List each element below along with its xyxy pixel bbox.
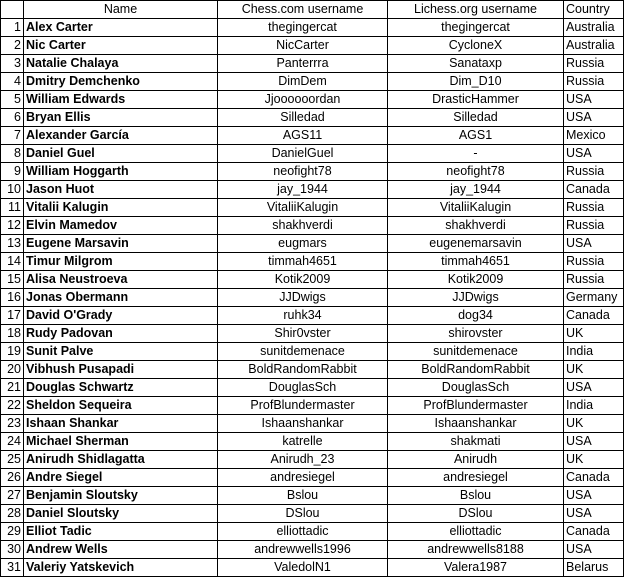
chess-username: elliottadic bbox=[218, 523, 388, 541]
row-number: 18 bbox=[1, 325, 24, 343]
row-number: 9 bbox=[1, 163, 24, 181]
table-row bbox=[1, 55, 624, 73]
country: Germany bbox=[564, 289, 624, 307]
table-row bbox=[1, 217, 624, 235]
country: Canada bbox=[564, 469, 624, 487]
row-number: 5 bbox=[1, 91, 24, 109]
lichess-username: Anirudh bbox=[388, 451, 564, 469]
lichess-username: sunitdemenace bbox=[388, 343, 564, 361]
row-number: 23 bbox=[1, 415, 24, 433]
row-number: 13 bbox=[1, 235, 24, 253]
country: Australia bbox=[564, 19, 624, 37]
chess-username: timmah4651 bbox=[218, 253, 388, 271]
player-name: Sheldon Sequeira bbox=[24, 397, 218, 415]
lichess-username: CycloneX bbox=[388, 37, 564, 55]
table-row bbox=[1, 91, 624, 109]
country: USA bbox=[564, 379, 624, 397]
country: India bbox=[564, 397, 624, 415]
player-name: Daniel Guel bbox=[24, 145, 218, 163]
chess-username: Panterrra bbox=[218, 55, 388, 73]
row-number: 4 bbox=[1, 73, 24, 91]
table-row bbox=[1, 541, 624, 559]
country: UK bbox=[564, 451, 624, 469]
table-row bbox=[1, 145, 624, 163]
lichess-username: thegingercat bbox=[388, 19, 564, 37]
table-row bbox=[1, 523, 624, 541]
table-row bbox=[1, 451, 624, 469]
player-name: Anirudh Shidlagatta bbox=[24, 451, 218, 469]
lichess-username: DrasticHammer bbox=[388, 91, 564, 109]
chess-username: eugmars bbox=[218, 235, 388, 253]
chess-username: Ishaanshankar bbox=[218, 415, 388, 433]
header-lichess-username: Lichess.org username bbox=[388, 1, 564, 19]
lichess-username: shirovster bbox=[388, 325, 564, 343]
lichess-username: shakhverdi bbox=[388, 217, 564, 235]
lichess-username: Silledad bbox=[388, 109, 564, 127]
lichess-username: VitaliiKalugin bbox=[388, 199, 564, 217]
chess-username: shakhverdi bbox=[218, 217, 388, 235]
country: Russia bbox=[564, 217, 624, 235]
row-number: 15 bbox=[1, 271, 24, 289]
chess-username: AGS11 bbox=[218, 127, 388, 145]
country: Russia bbox=[564, 55, 624, 73]
chess-username: DimDem bbox=[218, 73, 388, 91]
lichess-username: ProfBlundermaster bbox=[388, 397, 564, 415]
country: USA bbox=[564, 505, 624, 523]
table-row bbox=[1, 397, 624, 415]
lichess-username: DouglasSch bbox=[388, 379, 564, 397]
row-number: 24 bbox=[1, 433, 24, 451]
table-row bbox=[1, 73, 624, 91]
country: UK bbox=[564, 361, 624, 379]
table-row bbox=[1, 109, 624, 127]
player-name: Sunit Palve bbox=[24, 343, 218, 361]
country: UK bbox=[564, 325, 624, 343]
chess-username: andresiegel bbox=[218, 469, 388, 487]
lichess-username: - bbox=[388, 145, 564, 163]
country: USA bbox=[564, 433, 624, 451]
row-number: 12 bbox=[1, 217, 24, 235]
row-number: 8 bbox=[1, 145, 24, 163]
row-number: 28 bbox=[1, 505, 24, 523]
chess-username: ruhk34 bbox=[218, 307, 388, 325]
header-chess-username: Chess.com username bbox=[218, 1, 388, 19]
player-name: David O'Grady bbox=[24, 307, 218, 325]
chess-username: DouglasSch bbox=[218, 379, 388, 397]
player-name: Eugene Marsavin bbox=[24, 235, 218, 253]
row-number: 3 bbox=[1, 55, 24, 73]
lichess-username: eugenemarsavin bbox=[388, 235, 564, 253]
row-number: 26 bbox=[1, 469, 24, 487]
row-number: 6 bbox=[1, 109, 24, 127]
row-number: 31 bbox=[1, 559, 24, 577]
player-name: Elvin Mamedov bbox=[24, 217, 218, 235]
player-name: Dmitry Demchenko bbox=[24, 73, 218, 91]
table-row bbox=[1, 379, 624, 397]
chess-username: Silledad bbox=[218, 109, 388, 127]
player-name: Bryan Ellis bbox=[24, 109, 218, 127]
country: USA bbox=[564, 91, 624, 109]
chess-username: Kotik2009 bbox=[218, 271, 388, 289]
lichess-username: jay_1944 bbox=[388, 181, 564, 199]
player-name: Jason Huot bbox=[24, 181, 218, 199]
country: USA bbox=[564, 541, 624, 559]
lichess-username: andrewwells8188 bbox=[388, 541, 564, 559]
row-number: 14 bbox=[1, 253, 24, 271]
chess-username: NicCarter bbox=[218, 37, 388, 55]
table-row bbox=[1, 163, 624, 181]
table-row bbox=[1, 253, 624, 271]
country: USA bbox=[564, 487, 624, 505]
header-row bbox=[1, 1, 624, 19]
header-name: Name bbox=[24, 1, 218, 19]
player-name: Nic Carter bbox=[24, 37, 218, 55]
table-row bbox=[1, 415, 624, 433]
chess-username: DanielGuel bbox=[218, 145, 388, 163]
table-row bbox=[1, 271, 624, 289]
lichess-username: elliottadic bbox=[388, 523, 564, 541]
chess-username: sunitdemenace bbox=[218, 343, 388, 361]
chess-username: VitaliiKalugin bbox=[218, 199, 388, 217]
table-row bbox=[1, 325, 624, 343]
row-number: 27 bbox=[1, 487, 24, 505]
table-row bbox=[1, 505, 624, 523]
chess-username: katrelle bbox=[218, 433, 388, 451]
row-number: 30 bbox=[1, 541, 24, 559]
table-row bbox=[1, 19, 624, 37]
row-number: 21 bbox=[1, 379, 24, 397]
country: Australia bbox=[564, 37, 624, 55]
table-row bbox=[1, 559, 624, 577]
country: Russia bbox=[564, 73, 624, 91]
player-name: Vitalii Kalugin bbox=[24, 199, 218, 217]
player-name: Andre Siegel bbox=[24, 469, 218, 487]
chess-username: DSlou bbox=[218, 505, 388, 523]
row-number: 11 bbox=[1, 199, 24, 217]
lichess-username: neofight78 bbox=[388, 163, 564, 181]
lichess-username: shakmati bbox=[388, 433, 564, 451]
player-name: Andrew Wells bbox=[24, 541, 218, 559]
player-name: Timur Milgrom bbox=[24, 253, 218, 271]
player-name: Michael Sherman bbox=[24, 433, 218, 451]
player-name: Natalie Chalaya bbox=[24, 55, 218, 73]
lichess-username: Valera1987 bbox=[388, 559, 564, 577]
row-number: 1 bbox=[1, 19, 24, 37]
country: Belarus bbox=[564, 559, 624, 577]
lichess-username: Dim_D10 bbox=[388, 73, 564, 91]
row-number: 22 bbox=[1, 397, 24, 415]
country: India bbox=[564, 343, 624, 361]
chess-username: Jjoooooordan bbox=[218, 91, 388, 109]
table-row bbox=[1, 343, 624, 361]
country: USA bbox=[564, 235, 624, 253]
player-name: Valeriy Yatskevich bbox=[24, 559, 218, 577]
country: USA bbox=[564, 109, 624, 127]
table-row bbox=[1, 433, 624, 451]
country: Mexico bbox=[564, 127, 624, 145]
row-number: 25 bbox=[1, 451, 24, 469]
player-name: Alexander García bbox=[24, 127, 218, 145]
player-name: Vibhush Pusapadi bbox=[24, 361, 218, 379]
country: Canada bbox=[564, 181, 624, 199]
chess-username: ProfBlundermaster bbox=[218, 397, 388, 415]
row-number: 10 bbox=[1, 181, 24, 199]
player-name: Elliot Tadic bbox=[24, 523, 218, 541]
table-row bbox=[1, 181, 624, 199]
table-row bbox=[1, 307, 624, 325]
country: Russia bbox=[564, 253, 624, 271]
player-name: Alisa Neustroeva bbox=[24, 271, 218, 289]
lichess-username: DSlou bbox=[388, 505, 564, 523]
row-number: 7 bbox=[1, 127, 24, 145]
country: Russia bbox=[564, 199, 624, 217]
lichess-username: andresiegel bbox=[388, 469, 564, 487]
table-row bbox=[1, 469, 624, 487]
lichess-username: JJDwigs bbox=[388, 289, 564, 307]
player-name: Ishaan Shankar bbox=[24, 415, 218, 433]
player-name: Jonas Obermann bbox=[24, 289, 218, 307]
player-name: William Edwards bbox=[24, 91, 218, 109]
lichess-username: Bslou bbox=[388, 487, 564, 505]
chess-username: BoldRandomRabbit bbox=[218, 361, 388, 379]
table-row bbox=[1, 487, 624, 505]
header-number bbox=[1, 1, 24, 19]
row-number: 2 bbox=[1, 37, 24, 55]
chess-username: Shir0vster bbox=[218, 325, 388, 343]
country: UK bbox=[564, 415, 624, 433]
row-number: 20 bbox=[1, 361, 24, 379]
country: Canada bbox=[564, 307, 624, 325]
player-name: William Hoggarth bbox=[24, 163, 218, 181]
player-name: Alex Carter bbox=[24, 19, 218, 37]
chess-username: Anirudh_23 bbox=[218, 451, 388, 469]
country: Canada bbox=[564, 523, 624, 541]
player-name: Rudy Padovan bbox=[24, 325, 218, 343]
chess-username: jay_1944 bbox=[218, 181, 388, 199]
country: USA bbox=[564, 145, 624, 163]
country: Russia bbox=[564, 271, 624, 289]
lichess-username: BoldRandomRabbit bbox=[388, 361, 564, 379]
chess-username: ValedolN1 bbox=[218, 559, 388, 577]
lichess-username: Ishaanshankar bbox=[388, 415, 564, 433]
table-row bbox=[1, 289, 624, 307]
player-name: Daniel Sloutsky bbox=[24, 505, 218, 523]
table-row bbox=[1, 37, 624, 55]
table-row bbox=[1, 361, 624, 379]
chess-username: andrewwells1996 bbox=[218, 541, 388, 559]
chess-username: Bslou bbox=[218, 487, 388, 505]
row-number: 16 bbox=[1, 289, 24, 307]
country: Russia bbox=[564, 163, 624, 181]
chess-username: neofight78 bbox=[218, 163, 388, 181]
player-name: Benjamin Sloutsky bbox=[24, 487, 218, 505]
lichess-username: dog34 bbox=[388, 307, 564, 325]
table-row bbox=[1, 199, 624, 217]
row-number: 17 bbox=[1, 307, 24, 325]
row-number: 19 bbox=[1, 343, 24, 361]
lichess-username: Sanataxp bbox=[388, 55, 564, 73]
table-row bbox=[1, 127, 624, 145]
lichess-username: AGS1 bbox=[388, 127, 564, 145]
table-row bbox=[1, 235, 624, 253]
player-name: Douglas Schwartz bbox=[24, 379, 218, 397]
header-country: Country bbox=[564, 1, 624, 19]
lichess-username: Kotik2009 bbox=[388, 271, 564, 289]
lichess-username: timmah4651 bbox=[388, 253, 564, 271]
chess-username: thegingercat bbox=[218, 19, 388, 37]
row-number: 29 bbox=[1, 523, 24, 541]
chess-username: JJDwigs bbox=[218, 289, 388, 307]
